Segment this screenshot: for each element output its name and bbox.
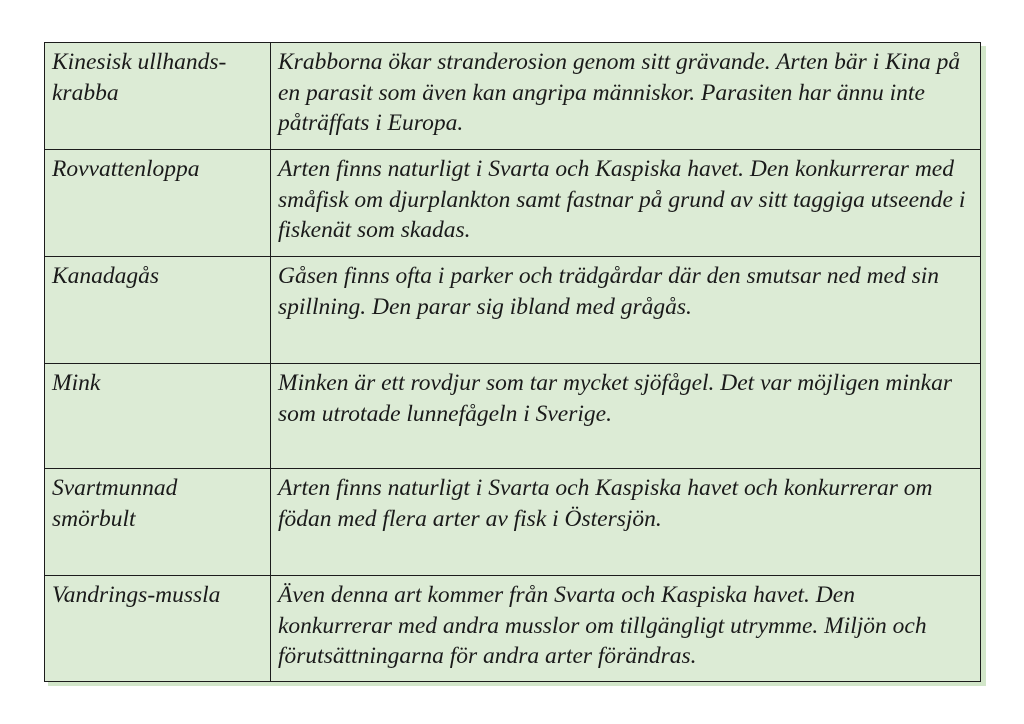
species-name-cell: Rovvattenloppa (45, 150, 271, 257)
species-description-cell: Arten finns naturligt i Svarta och Kaspiska havet och konkurrerar om födan med flera arter av fisk i Östersjön. (271, 469, 981, 576)
species-description-cell: Gåsen finns ofta i parker och trädgårdar där den smutsar ned med sin spillning. Den parar sig ibland med grågås. (271, 257, 981, 364)
species-name-cell: Kanadagås (45, 257, 271, 364)
table-row (45, 43, 981, 150)
species-description-cell: Arten finns naturligt i Svarta och Kaspiska havet. Den konkurrerar med småfisk om djurplankton samt fastnar på grund av sitt taggiga utseende i fiskenät som skadas. (271, 150, 981, 257)
species-description-cell: Krabborna ökar stranderosion genom sitt grävande. Arten bär i Kina på en parasit som även kan angripa människor. Parasiten har ännu inte påträffats i Europa. (271, 43, 981, 150)
species-description-cell: Minken är ett rovdjur som tar mycket sjöfågel. Det var möjligen minkar som utrotade lunnefågeln i Sverige. (271, 364, 981, 469)
species-table (44, 42, 981, 682)
table-row (45, 257, 981, 364)
species-name-cell: Svartmunnad smörbult (45, 469, 271, 576)
table-row (45, 150, 981, 257)
species-description-cell: Även denna art kommer från Svarta och Kaspiska havet. Den konkurrerar med andra musslor om tillgängligt utrymme. Miljön och förutsättningarna för andra arter förändras. (271, 576, 981, 682)
species-name-cell: Vandrings-mussla (45, 576, 271, 682)
species-name-cell: Mink (45, 364, 271, 469)
table-row (45, 576, 981, 682)
species-name-cell: Kinesisk ullhands-krabba (45, 43, 271, 150)
table-row (45, 469, 981, 576)
table-row (45, 364, 981, 469)
